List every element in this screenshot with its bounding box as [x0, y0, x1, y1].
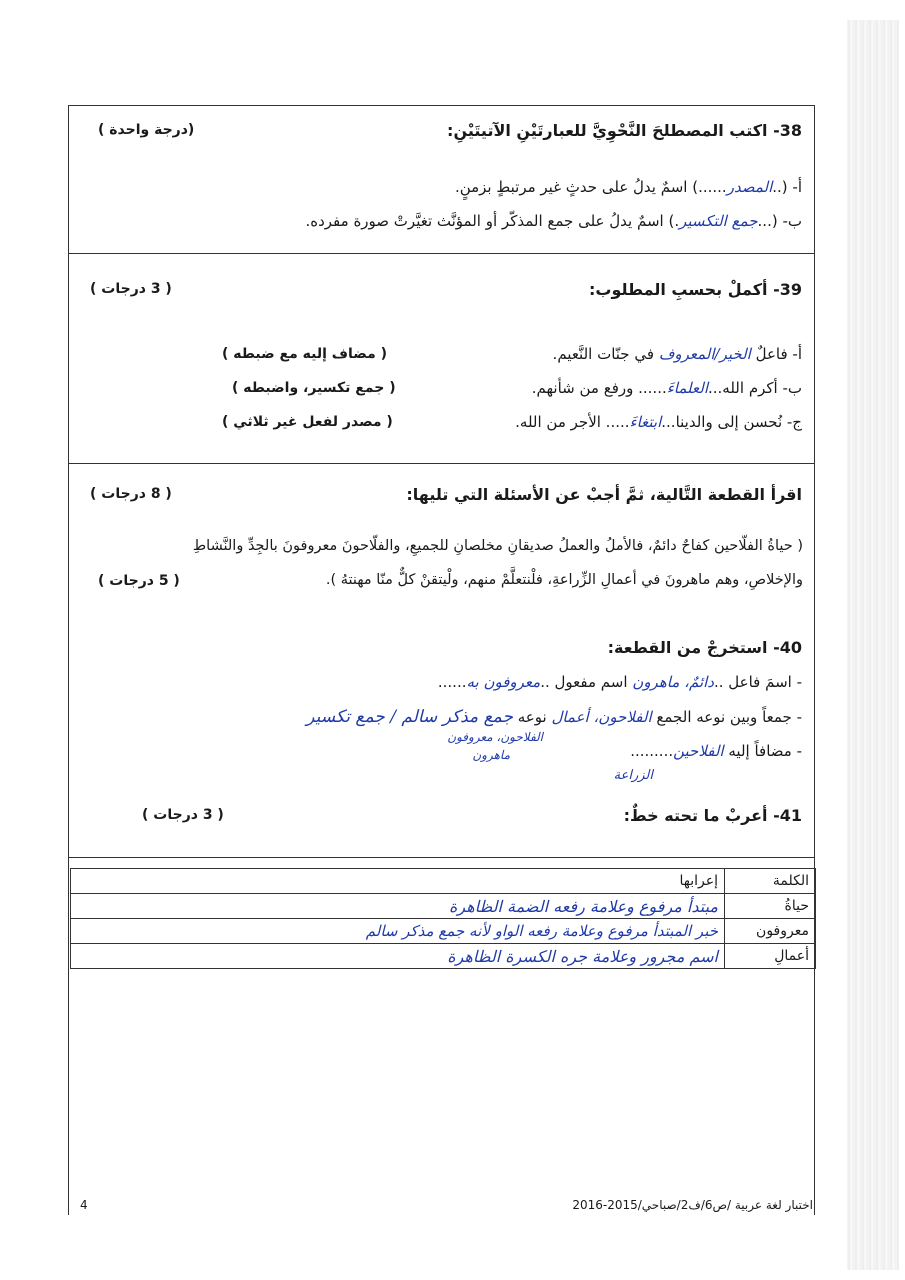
q40-item-2: - جمعاً وبين نوعه الجمع الفلاحون، أعمال نوعه جمع مذكر سالم / جمع تكسير — [306, 707, 802, 727]
q38-marks: (درجة واحدة ) — [98, 122, 195, 138]
q39-item-b: ب- أكرم الله...العلماءَ...... ورفع من شأنهم. — [531, 379, 802, 397]
passage-instruction: اقرأ القطعة التَّالية، ثمَّ أجبْ عن الأسئلة التي تليها: — [406, 485, 802, 504]
q40-note-a: الفلاحون، معروفون — [447, 730, 543, 744]
q40-1-answer2[interactable]: معروفون به — [466, 673, 541, 691]
q38-b-answer[interactable]: جمع التكسير — [679, 212, 758, 230]
table-header-row — [71, 869, 816, 894]
table-row — [71, 894, 816, 919]
divider-1 — [68, 253, 815, 254]
q38-item-b: ب- (...جمع التكسير.) اسمٌ يدلُ على جمع المذكّر أو المؤنَّث تغيَّرتْ صورة مفرده. — [305, 212, 802, 230]
table-row — [71, 944, 816, 969]
q39-a-hint: ( مضاف إليه مع ضبطه ) — [222, 346, 388, 362]
q39-item-a: أ- فاعلٌ الخير/المعروف في جنّات النَّعيم. — [552, 345, 802, 363]
row-answer[interactable]: مبتدأ مرفوع وعلامة رفعه الضمة الظاهرة — [71, 894, 725, 919]
q39-label: 39- أكملْ بحسبِ المطلوب: — [588, 280, 802, 299]
q40-item-1: - اسمَ فاعل ..دائمٌ، ماهرون اسم مفعول ..معروفون به...... — [437, 673, 802, 691]
q39-b-answer[interactable]: العلماءَ — [666, 379, 708, 397]
page-number: 4 — [80, 1198, 88, 1212]
q39-c-hint: ( مصدر لفعل غير ثلاثي ) — [222, 414, 393, 430]
passage-marks: ( 8 درجات ) — [90, 486, 172, 502]
parsing-table — [70, 868, 816, 969]
row-word: حياةُ — [725, 894, 816, 919]
q40-label: 40- استخرجْ من القطعة: — [607, 638, 802, 657]
q40-3-answer[interactable]: الفلاحين — [673, 742, 724, 760]
q40-note-c: الزراعة — [613, 768, 653, 783]
row-answer[interactable]: اسم مجرور وعلامة جره الكسرة الظاهرة — [71, 944, 725, 969]
q39-marks: ( 3 درجات ) — [90, 281, 172, 297]
q40-1-answer[interactable]: دائمٌ، ماهرون — [632, 673, 714, 691]
q39-c-answer[interactable]: ابتغاءَ — [629, 413, 662, 431]
row-answer[interactable]: خبر المبتدأ مرفوع وعلامة رفعه الواو لأنه جمع مذكر سالم — [71, 919, 725, 944]
q38-label: 38- اكتب المصطلحَ النَّحْوِيَّ للعبارتَيْنِ الآتيتَيْنِ: — [447, 121, 802, 140]
exam-frame — [68, 105, 815, 1215]
q40-2-answer2[interactable]: جمع مذكر سالم / جمع تكسير — [306, 707, 513, 727]
divider-3 — [68, 857, 815, 858]
footer-text: اختبار لغة عربية /ص6/ف2/صباحي/2015-2016 — [572, 1198, 813, 1212]
q38-item-a: أ- (..المصدر......) اسمٌ يدلُ على حدثٍ غير مرتبطٍ بزمنٍ. — [454, 178, 802, 196]
table-row — [71, 919, 816, 944]
passage-line-1: ( حياةُ الفلّاحين كفاحٌ دائمٌ، فالأملُ والعملُ صديقانِ مخلصانِ للجميعِ، والفلّاحونَ معروفونَ بالجِدِّ والنَّشاطِ — [192, 538, 803, 554]
passage-submarks: ( 5 درجات ) — [98, 573, 180, 589]
col-word-header: الكلمة — [725, 869, 816, 894]
q38-a-answer[interactable]: المصدر — [726, 178, 773, 196]
q40-note-b: ماهرون — [472, 748, 510, 762]
q40-2-answer[interactable]: الفلاحون، أعمال — [551, 708, 652, 726]
q39-a-answer[interactable]: الخير/المعروف — [658, 345, 751, 363]
scan-edge-shadow — [847, 20, 899, 1270]
passage-line-2: والإخلاصِ، وهم ماهرونَ في أعمالِ الزِّراعةِ، فلْنتعلَّمْ منهم، ولْيتقنْ كلٌّ منّا مهنتهُ ). — [325, 572, 803, 588]
q39-b-hint: ( جمع تكسير، واضبطه ) — [232, 380, 396, 396]
q41-label: 41- أعربْ ما تحته خطٌ: — [623, 806, 802, 825]
row-word: أعمالِ — [725, 944, 816, 969]
q39-item-c: ج- نُحسن إلى والدينا...ابتغاءَ..... الأجر من الله. — [515, 413, 802, 431]
q40-item-3: - مضافاً إليه الفلاحين......... — [630, 742, 802, 760]
divider-2 — [68, 463, 815, 464]
q41-marks: ( 3 درجات ) — [142, 807, 224, 823]
row-word: معروفون — [725, 919, 816, 944]
col-parse-header: إعرابها — [71, 869, 725, 894]
